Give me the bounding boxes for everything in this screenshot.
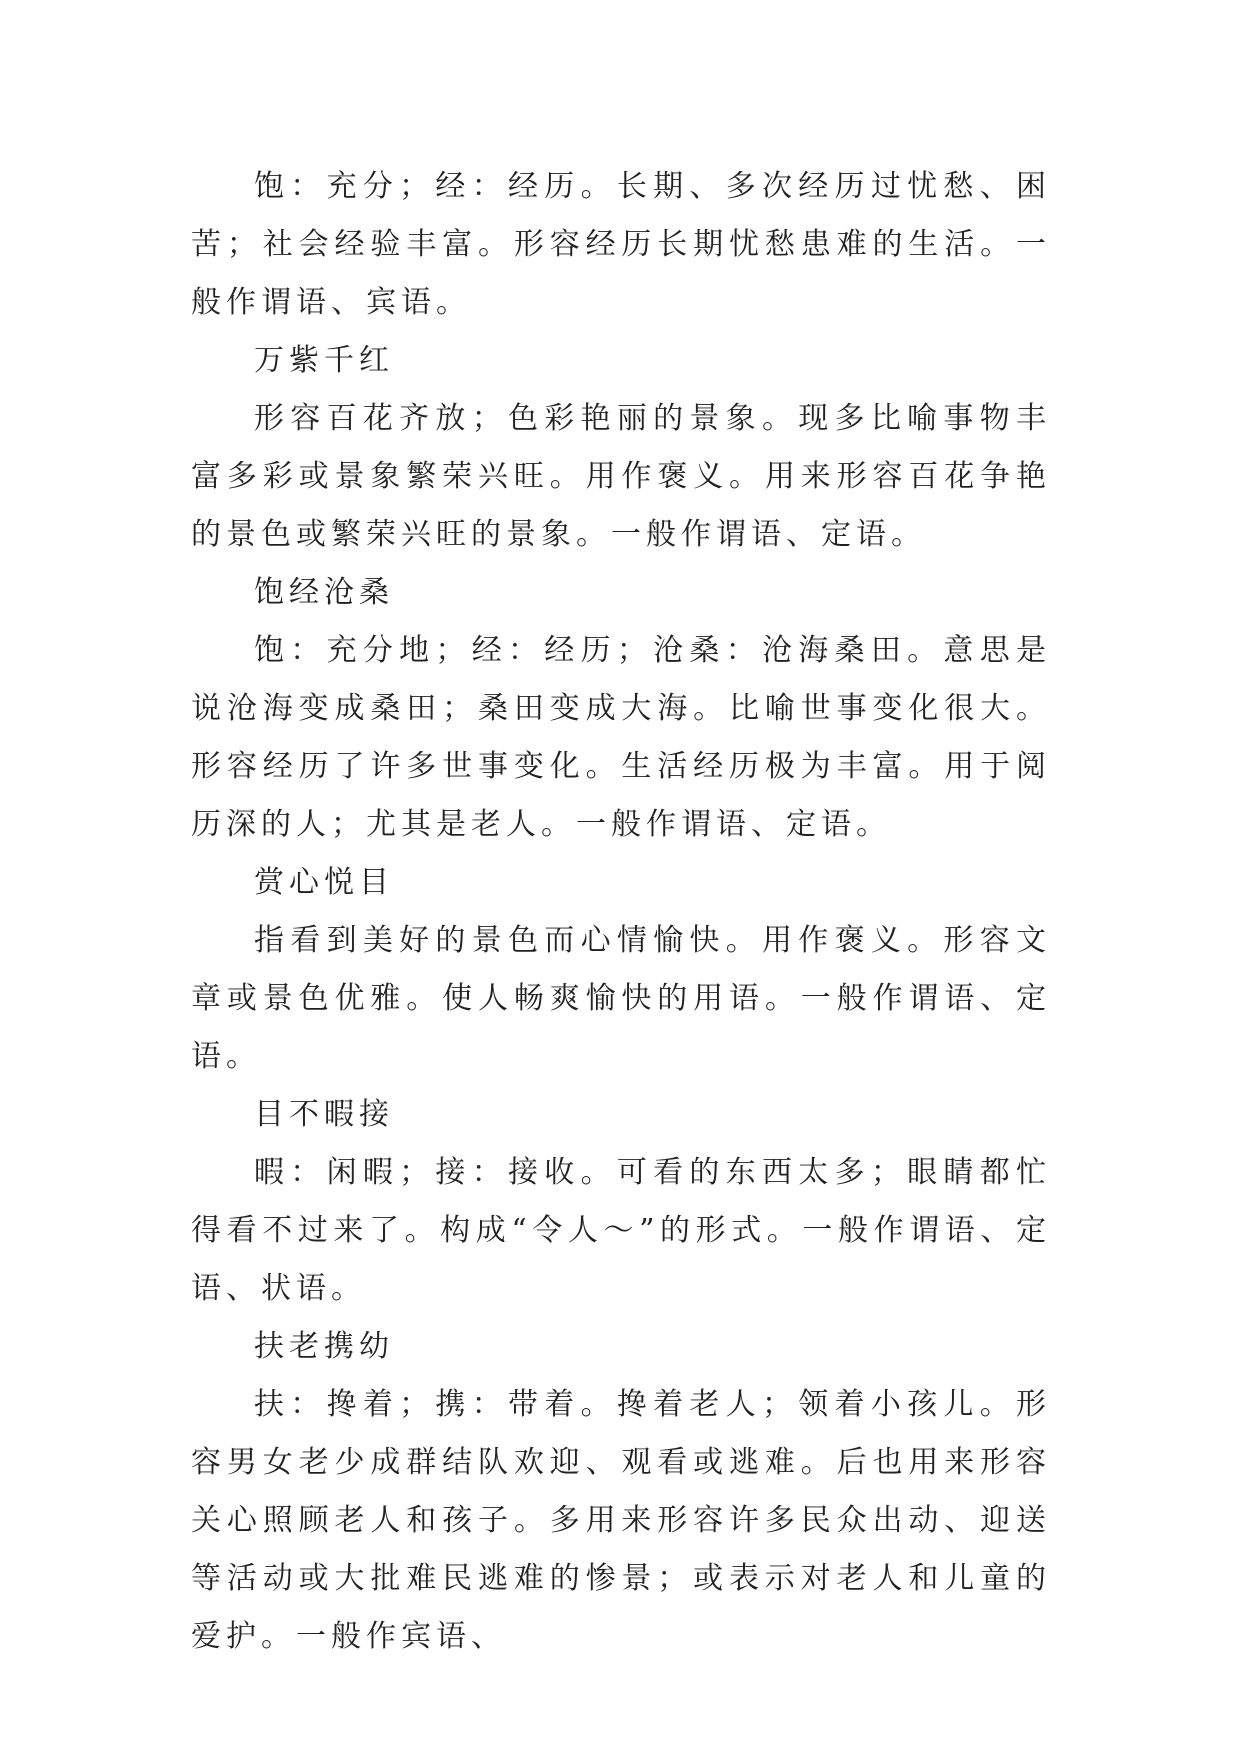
definition-paragraph: 扶：搀着；携：带着。搀着老人；领着小孩儿。形容男女老少成群结队欢迎、观看或逃难。后也用来形容关心照顾老人和孩子。多用来形容许多民众出动、迎送等活动或大批难民逃难的惨景；或表示对老人和儿童的爱护。一般作宾语、: [191, 1387, 1051, 1654]
definition-paragraph: 饱：充分地；经：经历；沧桑：沧海桑田。意思是说沧海变成桑田；桑田变成大海。比喻世事变化很大。形容经历了许多世事变化。生活经历极为丰富。用于阅历深的人；尤其是老人。一般作谓语、定语。: [191, 633, 1051, 842]
definition-paragraph: 暇：闲暇；接：接收。可看的东西太多；眼睛都忙得看不过来了。构成“令人～”的形式。一般作谓语、定语、状语。: [191, 1155, 1051, 1306]
definition-paragraph: 饱：充分；经：经历。长期、多次经历过忧愁、困苦；社会经验丰富。形容经历长期忧愁患难的生活。一般作谓语、宾语。: [191, 169, 1051, 320]
idiom-heading: 扶老携幼: [254, 1329, 394, 1364]
document-body: [191, 158, 1051, 1666]
idiom-heading: 饱经沧桑: [254, 575, 394, 610]
definition-paragraph: 指看到美好的景色而心情愉快。用作褒义。形容文章或景色优雅。使人畅爽愉快的用语。一般作谓语、定语。: [191, 923, 1051, 1074]
idiom-heading: 目不暇接: [254, 1097, 394, 1132]
definition-paragraph: 形容百花齐放；色彩艳丽的景象。现多比喻事物丰富多彩或景象繁荣兴旺。用作褒义。用来形容百花争艳的景色或繁荣兴旺的景象。一般作谓语、定语。: [191, 401, 1051, 552]
idiom-heading: 万紫千红: [254, 343, 394, 378]
idiom-heading: 赏心悦目: [254, 865, 394, 900]
